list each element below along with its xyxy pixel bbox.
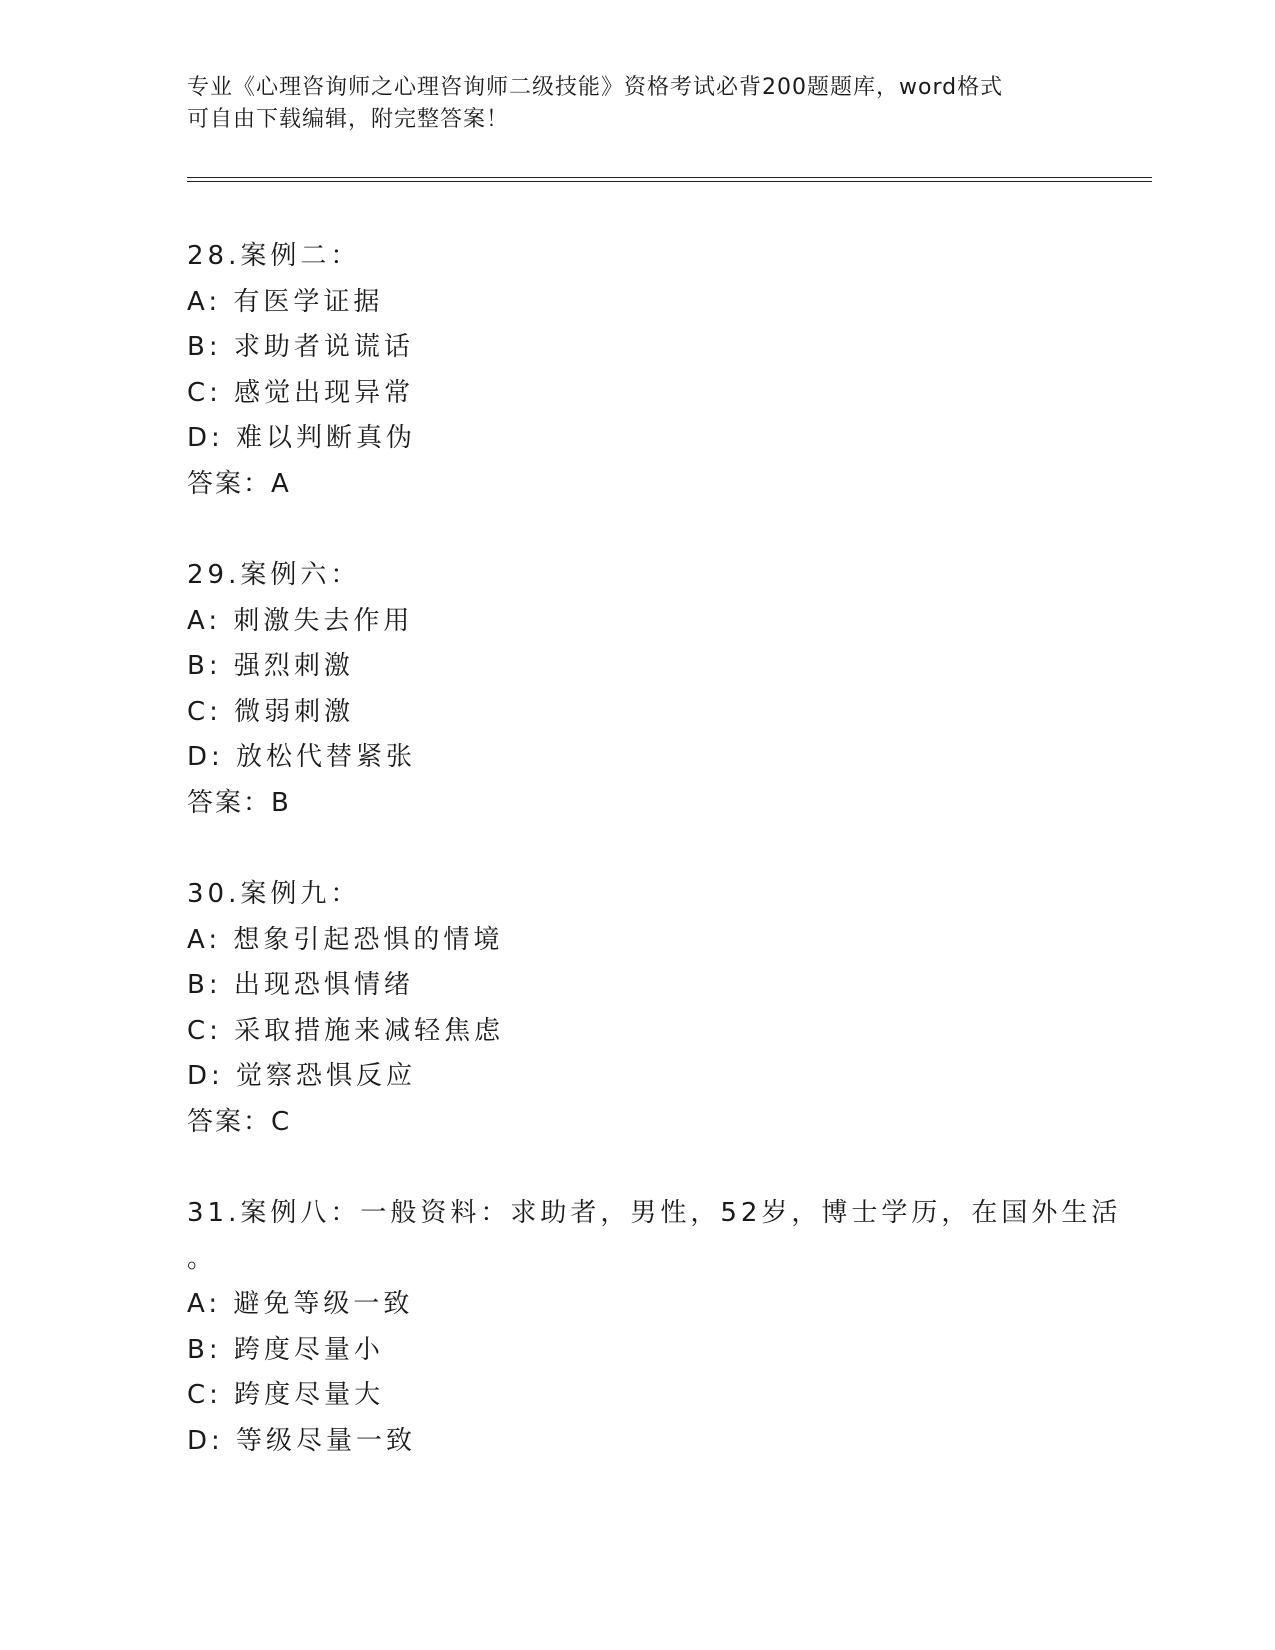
document-header xyxy=(187,72,1067,136)
question-stem: 30.案例九： xyxy=(187,879,361,909)
header-divider-top xyxy=(187,177,1152,178)
option-b: B: 出现恐惧情绪 xyxy=(187,970,414,1000)
question-31 xyxy=(187,1191,1122,1464)
option-d: D: 放松代替紧张 xyxy=(187,742,417,772)
question-30 xyxy=(187,872,1087,1145)
question-28 xyxy=(187,234,1087,507)
answer-line: 答案：B xyxy=(187,787,291,818)
answer-line: 答案：A xyxy=(187,468,291,499)
option-b: B: 求助者说谎话 xyxy=(187,332,414,362)
question-stem: 28.案例二： xyxy=(187,241,361,271)
option-d: D: 难以判断真伪 xyxy=(187,423,417,453)
answer-line: 答案：C xyxy=(187,1106,292,1137)
option-b: B: 强烈刺激 xyxy=(187,651,354,681)
question-29 xyxy=(187,553,1087,826)
question-stem-line-2: 。 xyxy=(187,1243,218,1274)
option-c: C: 感觉出现异常 xyxy=(187,377,415,408)
option-a: A: 刺激失去作用 xyxy=(187,605,414,636)
option-b: B: 跨度尽量小 xyxy=(187,1334,384,1365)
option-c: C: 微弱刺激 xyxy=(187,696,355,727)
option-a: A: 避免等级一致 xyxy=(187,1289,414,1319)
option-c: C: 采取措施来减轻焦虑 xyxy=(187,1015,505,1046)
header-line-2: 可自由下载编辑，附完整答案！ xyxy=(187,107,510,132)
option-d: D: 等级尽量一致 xyxy=(187,1425,417,1456)
header-line-1: 专业《心理咨询师之心理咨询师二级技能》资格考试必背200题题库，word格式 xyxy=(187,75,1004,100)
question-stem-line-1: 31.案例八：一般资料：求助者，男性，52岁，博士学历，在国外生活 xyxy=(187,1198,1122,1228)
option-c: C: 跨度尽量大 xyxy=(187,1380,385,1410)
question-stem: 29.案例六： xyxy=(187,560,361,590)
option-a: A: 有医学证据 xyxy=(187,286,384,317)
option-a: A: 想象引起恐惧的情境 xyxy=(187,924,504,955)
header-divider-bottom xyxy=(187,181,1152,182)
option-d: D: 觉察恐惧反应 xyxy=(187,1061,417,1091)
